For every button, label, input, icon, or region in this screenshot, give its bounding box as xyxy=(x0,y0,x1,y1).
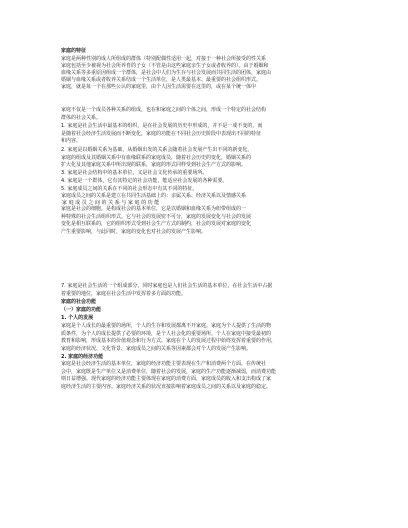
text-line: 家庭的社会功能 xyxy=(61,299,97,305)
text-line: 扩大化及其他家庭关系中所出现的联系，家庭的形式同样受到社会生产方式的影响。 xyxy=(61,162,247,168)
text-line: 1. 家庭是社会生活中最基本的组织，是在社会发展的历史中形成的，并不是一成不变的，而 xyxy=(61,123,263,129)
text-line: （一）家庭的功能 xyxy=(61,307,102,313)
text-line: 会中，家庭既是生产单位又是消费单位，随着社会的发展，家庭的生产功能逐渐减弱，而消费功能 xyxy=(61,369,277,375)
text-line: 家庭包括至少被视为社会所养育的子女（不管是由这些家庭亲生子女或者收养的）。由于婚姻和 xyxy=(61,63,269,69)
text-line: 家庭是社会的细胞，是构成社会的基本单位，它是以婚姻和血缘关系为纽带组成的一 xyxy=(61,206,247,212)
text-line: 则日益增强。现代家庭的经济功能主要体现在家庭的消费方面，家庭成员的收入和支出构成了家 xyxy=(61,376,272,382)
text-line: 3. 家庭是社会结构中的基本单位，又是社会文化传承的重要场所。 xyxy=(61,170,208,176)
text-line: 2. 家庭的经济功能 xyxy=(61,354,104,360)
text-line: 家庭成员之间的关系是建立在共同生活基础上的：亲属关系、经济关系以及情感关系 xyxy=(61,193,247,199)
text-line: 和内容。 xyxy=(61,138,82,144)
text-line: 血缘关系等多重原因组成一个群体，是社会中人们为生存与社会发展而共同生活的团体，家庭由 xyxy=(61,70,272,76)
text-line: 婚姻与血缘关系或者收养关系结成一个生活单位，是人类最基本、最重要的社会组织形式。 xyxy=(61,77,262,83)
text-line: 4. 家庭是一个群体，它有其特定的社会功能，能适应社会发展的各种需要。 xyxy=(61,178,228,184)
text-line: 产生重要影响，与此同时，家庭的变化也对社会的发展产生影响。 xyxy=(61,229,207,235)
text-line: 着重要的地位，家庭在社会生活中发挥着多方面的功能。 xyxy=(61,291,187,297)
text-line: 家庭是两种性别的成人所组成的群体（特别配偶性适用一起，对接于一种社会所接受的性关系 xyxy=(61,56,267,62)
text-line: 是随着社会经济生活发展而不断变化，家庭的功能在不同社会历史阶段中表现出不同的特征 xyxy=(61,131,262,137)
text-line: 庭经济生活的主要内容。家庭经济关系的状况直接影响着家庭成员之间的关系以及家庭的稳定。 xyxy=(61,384,272,390)
text-line: 教育和影响，形成基本的价值观念和行为方式。家庭在个人的发展过程中始终发挥着重要的作用， xyxy=(61,338,277,344)
text-line: 家庭是社会经济生活的基本单位，家庭的经济功能主要表现在生产和消费两个方面。在传统社 xyxy=(61,361,267,367)
text-line: 家庭的组成及其婚姻关系中有血缘联系的家庭成员，随着社会历史的变化，婚姻关系的 xyxy=(61,155,252,161)
text-line: 家庭，就是每一个在那些公认的家庭里，由个人因生活需要在这里的，或在某个统一体中 xyxy=(61,84,257,90)
text-line: 家庭的特征 xyxy=(61,48,87,54)
text-line: 种特殊的社会生活组织形式。它与社会的发展密不可分，家庭的发展变化与社会的发展 xyxy=(61,214,252,220)
text-line: 家庭是个人成长的最重要的场所，个人的生存和发展都离不开家庭。家庭为个人提供了生活的物 xyxy=(61,323,272,329)
text-line: 家庭不仅是一个成员各种关系的组成，也在和家庭之间的个体之间，形成一个特定的社会结构 xyxy=(61,107,267,113)
text-line: 家庭的经济状况、文化背景、家庭成员之间的关系等因素都会对个人的发展产生影响。 xyxy=(61,346,252,352)
text-line: 2. 家庭是以婚姻关系为基础，从婚姻出发的关系会随着社会发展产生出不同的新变化。 xyxy=(61,147,253,153)
text-line: 7. 家庭是社会生活的一个组成部分，同时家庭也是人们社会生活的基本单位，在社会生活中占据 xyxy=(61,283,273,289)
text-line: 群体的社会关系。 xyxy=(61,115,102,121)
text-line: 家 庭 成 员 之 间 的 关 系 与 家 庭 的 功 能 xyxy=(62,200,160,206)
text-line: 质条件，为个人的成长提供了必要的环境，是个人社会化的重要场所。个人在家庭中接受最初的 xyxy=(61,331,272,337)
text-line: 1. 个人的发展 xyxy=(61,315,94,321)
text-line: 5. 家庭成员之间的关系在不同的社会形态中有其不同的特征。 xyxy=(61,186,198,192)
text-line: 变化是相互联系的，它的组织形式受到社会生产方式的制约，社会的发展对家庭的变化 xyxy=(61,221,252,227)
